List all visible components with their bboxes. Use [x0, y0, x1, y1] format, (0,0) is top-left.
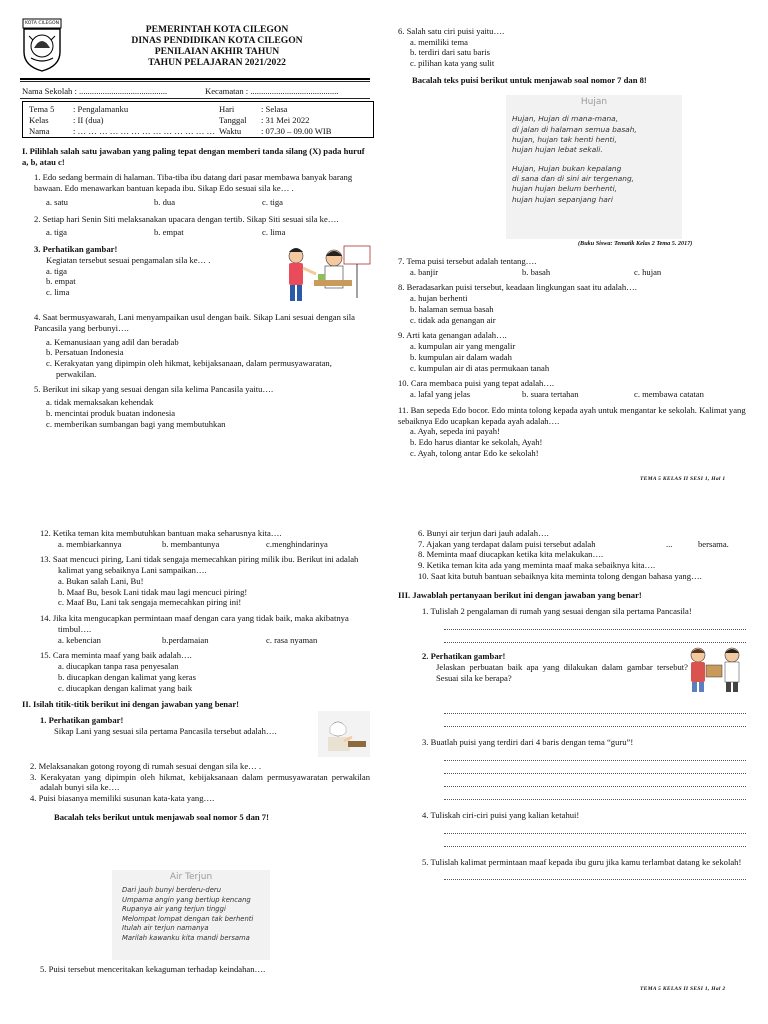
- illustration-praying-icon: [318, 711, 370, 757]
- question-2: 2. Setiap hari Senin Siti melaksanakan upacara dengan tertib. Sikap Siti sesuai sila ke….: [34, 213, 339, 224]
- answer-line[interactable]: [444, 834, 746, 847]
- option[interactable]: b. halaman semua basah: [410, 303, 494, 314]
- option[interactable]: a. tiga: [46, 265, 67, 276]
- read-instruction-7-8: Bacalah teks puisi berikut untuk menjawab soal nomor 7 dan 8!: [412, 74, 647, 85]
- exam-page-1: [0, 0, 768, 498]
- identity-rule: [20, 98, 370, 99]
- poem-air-terjun-title: Air Terjun: [169, 872, 213, 882]
- question-13: 13. Saat mencuci piring, Lani tidak sengaja memecahkan piring milik ibu. Berikut ini adalah kalimat yang sebaiknya Lani sampaikan….: [40, 554, 359, 576]
- header-rule: [20, 78, 370, 80]
- page1-left-column: [22, 146, 370, 429]
- page2-footer: TEMA 5 KELAS II SESI 1, Hal 2: [640, 986, 726, 992]
- option[interactable]: c. tidak ada genangan air: [410, 314, 496, 325]
- page-gap: [0, 498, 768, 518]
- option[interactable]: a. tiga: [46, 227, 67, 238]
- header-line-4: TAHUN PELAJARAN 2021/2022: [148, 57, 286, 68]
- city-logo: [22, 18, 62, 72]
- section2-question-6: 6. Bunyi air terjun dari jauh adalah….: [418, 528, 549, 538]
- read-instruction-5-7: Bacalah teks berikut untuk menjawab soal nomor 5 dan 7!: [54, 811, 269, 822]
- nama-label: Nama: [29, 126, 50, 136]
- option[interactable]: c. tiga: [262, 196, 283, 207]
- district-field: Kecamatan : .........................................: [205, 86, 339, 96]
- poem-line: Melompat lompat dengan tak berhenti: [122, 914, 254, 923]
- section3-question-1: 1. Tulislah 2 pengalaman di rumah yang sesuai dengan sila pertama Pancasila!: [422, 606, 692, 617]
- option[interactable]: b. Maaf Bu, besok Lani tidak mau lagi mencuci piring!: [58, 586, 248, 597]
- option[interactable]: c. lima: [46, 287, 70, 298]
- section3-question-2-title: 2. Perhatikan gambar!: [422, 651, 506, 662]
- poem-line: Marilah kawanku kita mandi bersama: [122, 933, 250, 942]
- hari-label: Hari: [219, 104, 235, 114]
- option[interactable]: c. Ayah, tolong antar Edo ke sekolah!: [410, 447, 539, 458]
- question-3: Kegiatan tersebut sesuai pengamalan sila ke… .: [46, 254, 211, 265]
- section3-question-3: 3. Buatlah puisi yang terdiri dari 4 baris dengan tema “guru”!: [422, 737, 634, 748]
- option[interactable]: b. dua: [154, 196, 176, 207]
- question-9: 9. Arti kata genangan adalah….: [398, 330, 507, 341]
- poem-air-terjun: [112, 870, 270, 960]
- tema-label: Tema 5: [29, 104, 55, 114]
- section2-question-4: 4. Puisi biasanya memiliki susunan kata-kata yang….: [30, 793, 215, 804]
- option[interactable]: a. satu: [46, 196, 68, 207]
- answer-line[interactable]: [444, 821, 746, 834]
- section3-question-2: Jelaskan perbuatan baik apa yang dilakukan dalam gambar tersebut? Sesuai sila ke berapa?: [436, 661, 688, 683]
- option[interactable]: a. banjir: [410, 266, 439, 277]
- question-15: 15. Cara meminta maaf yang baik adalah….: [40, 650, 192, 661]
- option[interactable]: c. pilihan kata yang sulit: [410, 58, 495, 69]
- option[interactable]: c. diucapkan dengan kalimat yang baik: [58, 682, 193, 693]
- section2-question-7: [418, 539, 746, 550]
- poem-line: hujan, hujan tak henti henti,: [512, 134, 617, 144]
- answer-line[interactable]: [444, 701, 746, 714]
- tanggal-label: Tanggal: [219, 115, 247, 125]
- question-7: 7. Tema puisi tersebut adalah tentang….: [398, 256, 537, 266]
- section2-question-2: 2. Melaksanakan gotong royong di rumah sesuai dengan sila ke… .: [30, 761, 262, 772]
- poem-line: hujan hujan belum berhenti,: [512, 184, 617, 194]
- question-1-options: [46, 197, 370, 208]
- poem-line: Umpama angin yang bertiup kencang: [122, 895, 251, 904]
- question-3-title: 3. Perhatikan gambar!: [34, 244, 118, 255]
- answer-line[interactable]: [444, 787, 746, 800]
- poem-line: di sana dan di sini air tergenang,: [512, 174, 635, 184]
- option[interactable]: c. rasa nyaman: [266, 634, 318, 645]
- answer-line[interactable]: [444, 761, 746, 774]
- option[interactable]: a. memiliki tema: [410, 36, 468, 47]
- identity-table: [22, 101, 374, 138]
- poem-line: hujan hujan sepanjang hari: [512, 194, 613, 204]
- illustration-helping-icon: [684, 645, 746, 693]
- poem-hujan-title: Hujan: [580, 97, 608, 107]
- option[interactable]: c. Kerakyatan yang dipimpin oleh hikmat, kebijaksanaan, dalam permusyawaratan, perwakilan.: [46, 358, 332, 379]
- question-2-options: [46, 227, 370, 238]
- poem-hujan: [506, 95, 682, 239]
- option[interactable]: c.menghindarinya: [266, 538, 328, 549]
- header-block: [60, 24, 374, 68]
- question-7-options: [410, 267, 746, 278]
- question-1: 1. Edo sedang bermain di halaman. Tiba-tiba ibu datang dari pasar membawa banyak barang bawaan. Edo menawarkan bantuan kepada ibu. Sikap Edo sesuai sila ke… .: [34, 172, 353, 194]
- poem-line: Hujan, Hujan bukan kepalang: [512, 163, 622, 173]
- option[interactable]: a. tidak memaksakan kehendak: [46, 397, 154, 408]
- question-5: 5. Berikut ini sikap yang sesuai dengan sila kelima Pancasila yaitu….: [34, 383, 274, 394]
- option[interactable]: a. diucapkan tanpa rasa penyesalan: [58, 661, 179, 672]
- question-4: 4. Saat bermusyawarah, Lani menyampaikan usul dengan baik. Sikap Lani sesuai dengan sila Pancasila yang berbunyi….: [34, 312, 355, 333]
- nama-value: : … … … … … … … … … … … … …: [73, 126, 216, 136]
- section2-question-3: 3. Kerakyatan yang dipimpin oleh hikmat, kebijaksanaan dalam permusyawaratan perwakilan adalah bunyi sila ke….: [30, 771, 370, 793]
- logo-caption: KOTA CILEGON: [24, 21, 60, 26]
- option[interactable]: b.perdamaian: [162, 634, 209, 645]
- answer-line[interactable]: [444, 617, 746, 630]
- question-6: 6. Salah satu ciri puisi yaitu….: [398, 26, 505, 36]
- option[interactable]: b. membantunya: [162, 538, 220, 549]
- page2-right-column: [398, 528, 746, 880]
- section2-question-9: 9. Ketika teman kita ada yang meminta maaf maka sebaiknya kita….: [418, 560, 656, 571]
- question-11: 11. Ban sepeda Edo bocor. Edo minta tolong kepada ayah untuk mengantar ke sekolah. Kalimat yang sebaiknya Edo ucapkan kepada ayah adalah….: [398, 404, 746, 426]
- kelas-label: Kelas: [29, 115, 49, 125]
- poem-line: hujan hujan lebat sekali.: [512, 145, 603, 155]
- section3-question-4: 4. Tuliskah ciri-ciri puisi yang kalian ketahui!: [422, 809, 580, 820]
- header-line-3: PENILAIAN AKHIR TAHUN: [154, 46, 280, 57]
- section2-question-1: Sikap Lani yang sesuai sila pertama Pancasila tersebut adalah….: [54, 725, 277, 736]
- option[interactable]: c. kumpulan air di atas permukaan tanah: [410, 362, 550, 373]
- poem-line: Hujan, Hujan di mana-mana,: [512, 114, 619, 124]
- page1-right-column-lower: [398, 256, 746, 458]
- section1-instruction: I. Pilihlah salah satu jawaban yang paling tepat dengan memberi tanda silang (X) pada huruf a, b, atau c!: [22, 146, 365, 167]
- question-14-options: [58, 635, 370, 646]
- option[interactable]: c. lima: [262, 227, 286, 238]
- option[interactable]: b. mencintai produk buatan indonesia: [46, 408, 176, 419]
- option[interactable]: b. kumpulan air dalam wadah: [410, 351, 512, 362]
- poem-hujan-source: (Buku Siswa: Tematik Kelas 2 Tema 5. 2017): [578, 240, 693, 247]
- section3-question-5: 5. Tulislah kalimat permintaan maaf kepada ibu guru jika kamu terlambat datang ke sekolah!: [422, 856, 742, 867]
- option[interactable]: c. memberikan sumbangan bagi yang membutuhkan: [46, 418, 226, 429]
- school-field: Nama Sekolah : .........................................: [22, 86, 168, 96]
- poem-line: Itulah air terjun namanya: [122, 924, 209, 933]
- section2-question-1-title: 1. Perhatikan gambar!: [40, 715, 124, 726]
- option[interactable]: a. Bukan salah Lani, Bu!: [58, 575, 144, 586]
- option[interactable]: b. empat: [46, 276, 76, 287]
- kelas-value: : II (dua): [73, 115, 104, 125]
- poem-line: Dari jauh bunyi berderu-deru: [122, 886, 222, 895]
- option[interactable]: b. basah: [522, 266, 551, 277]
- illustration-donation-icon: [282, 238, 374, 304]
- section2-question-7-blank: ...: [666, 538, 673, 549]
- page1-right-column: [398, 26, 746, 86]
- tanggal-value: : 31 Mei 2022: [261, 115, 310, 125]
- answer-line[interactable]: [444, 714, 746, 727]
- option[interactable]: c. hujan: [634, 266, 662, 277]
- option[interactable]: a. kumpulan air yang mengalir: [410, 341, 516, 352]
- option[interactable]: b. empat: [154, 227, 184, 238]
- section2-question-8: 8. Meminta maaf diucapkan ketika kita melakukan….: [418, 549, 604, 560]
- option[interactable]: b. diucapkan dengan kalimat yang keras: [58, 671, 196, 682]
- option[interactable]: a. kebencian: [58, 634, 101, 645]
- question-8: 8. Beradasarkan puisi tersebut, keadaan lingkungan saat itu adalah….: [398, 282, 637, 293]
- option[interactable]: a. membiarkannya: [58, 538, 122, 549]
- question-10-options: [410, 389, 746, 400]
- answer-line[interactable]: [444, 867, 746, 880]
- poem-line: Rupanya air yang terjun tinggi: [122, 905, 226, 914]
- section2-question-10: 10. Saat kita butuh bantuan sebaiknya kita meminta tolong dengan bahasa yang….: [418, 570, 702, 581]
- option[interactable]: b. Edo harus diantar ke sekolah, Ayah!: [410, 437, 543, 448]
- answer-line[interactable]: [444, 748, 746, 761]
- page1-footer: TEMA 5 KELAS II SESI 1, Hal 1: [640, 476, 726, 482]
- answer-line[interactable]: [444, 774, 746, 787]
- option[interactable]: a. Ayah, sepeda ini payah!: [410, 426, 500, 437]
- question-10: 10. Cara membaca puisi yang tepat adalah….: [398, 378, 555, 389]
- page2-left-column: [22, 528, 370, 823]
- option[interactable]: b. suara tertahan: [522, 389, 579, 400]
- header-rule-thin: [20, 81, 370, 82]
- option[interactable]: a. lafal yang jelas: [410, 389, 471, 400]
- exam-page-2: [0, 518, 768, 1024]
- option[interactable]: b. terdiri dari satu baris: [410, 47, 490, 58]
- section2-question-5: 5. Puisi tersebut menceritakan kekaguman terhadap keindahan….: [40, 964, 266, 974]
- waktu-label: Waktu: [219, 126, 242, 136]
- tema-value: : Pengalamanku: [73, 104, 129, 114]
- section3-instruction: III. Jawablah pertanyaan berikut ini dengan jawaban yang benar!: [398, 589, 642, 600]
- question-14: 14. Jika kita mengucapkan permintaan maaf dengan cara yang tidak baik, maka akibatnya timbul….: [40, 613, 349, 634]
- question-12: 12. Ketika teman kita membutuhkan bantuan maka seharusnya kita….: [40, 528, 282, 538]
- waktu-value: : 07.30 – 09.00 WIB: [261, 126, 332, 136]
- answer-line[interactable]: [444, 630, 746, 643]
- section2-instruction: II. Isilah titik-titik berikut ini dengan jawaban yang benar!: [22, 699, 240, 710]
- option[interactable]: b. Persatuan Indonesia: [46, 347, 124, 358]
- section2-question-7-end: bersama.: [698, 538, 729, 549]
- option[interactable]: c. membawa catatan: [634, 389, 704, 400]
- option[interactable]: c. Maaf Bu, Lani tak sengaja memecahkan piring ini!: [58, 597, 242, 608]
- poem-line: di jalan di halaman semua basah,: [512, 124, 637, 134]
- option[interactable]: a. hujan berhenti: [410, 293, 468, 304]
- option[interactable]: a. Kemanusiaan yang adil dan beradab: [46, 336, 179, 347]
- hari-value: : Selasa: [261, 104, 288, 114]
- section2-question-7-text: 7. Ajakan yang terdapat dalam puisi tersebut adalah: [418, 538, 596, 549]
- header-line-2: DINAS PENDIDIKAN KOTA CILEGON: [131, 35, 303, 46]
- question-12-options: [58, 539, 370, 550]
- header-line-1: PEMERINTAH KOTA CILEGON: [145, 24, 289, 35]
